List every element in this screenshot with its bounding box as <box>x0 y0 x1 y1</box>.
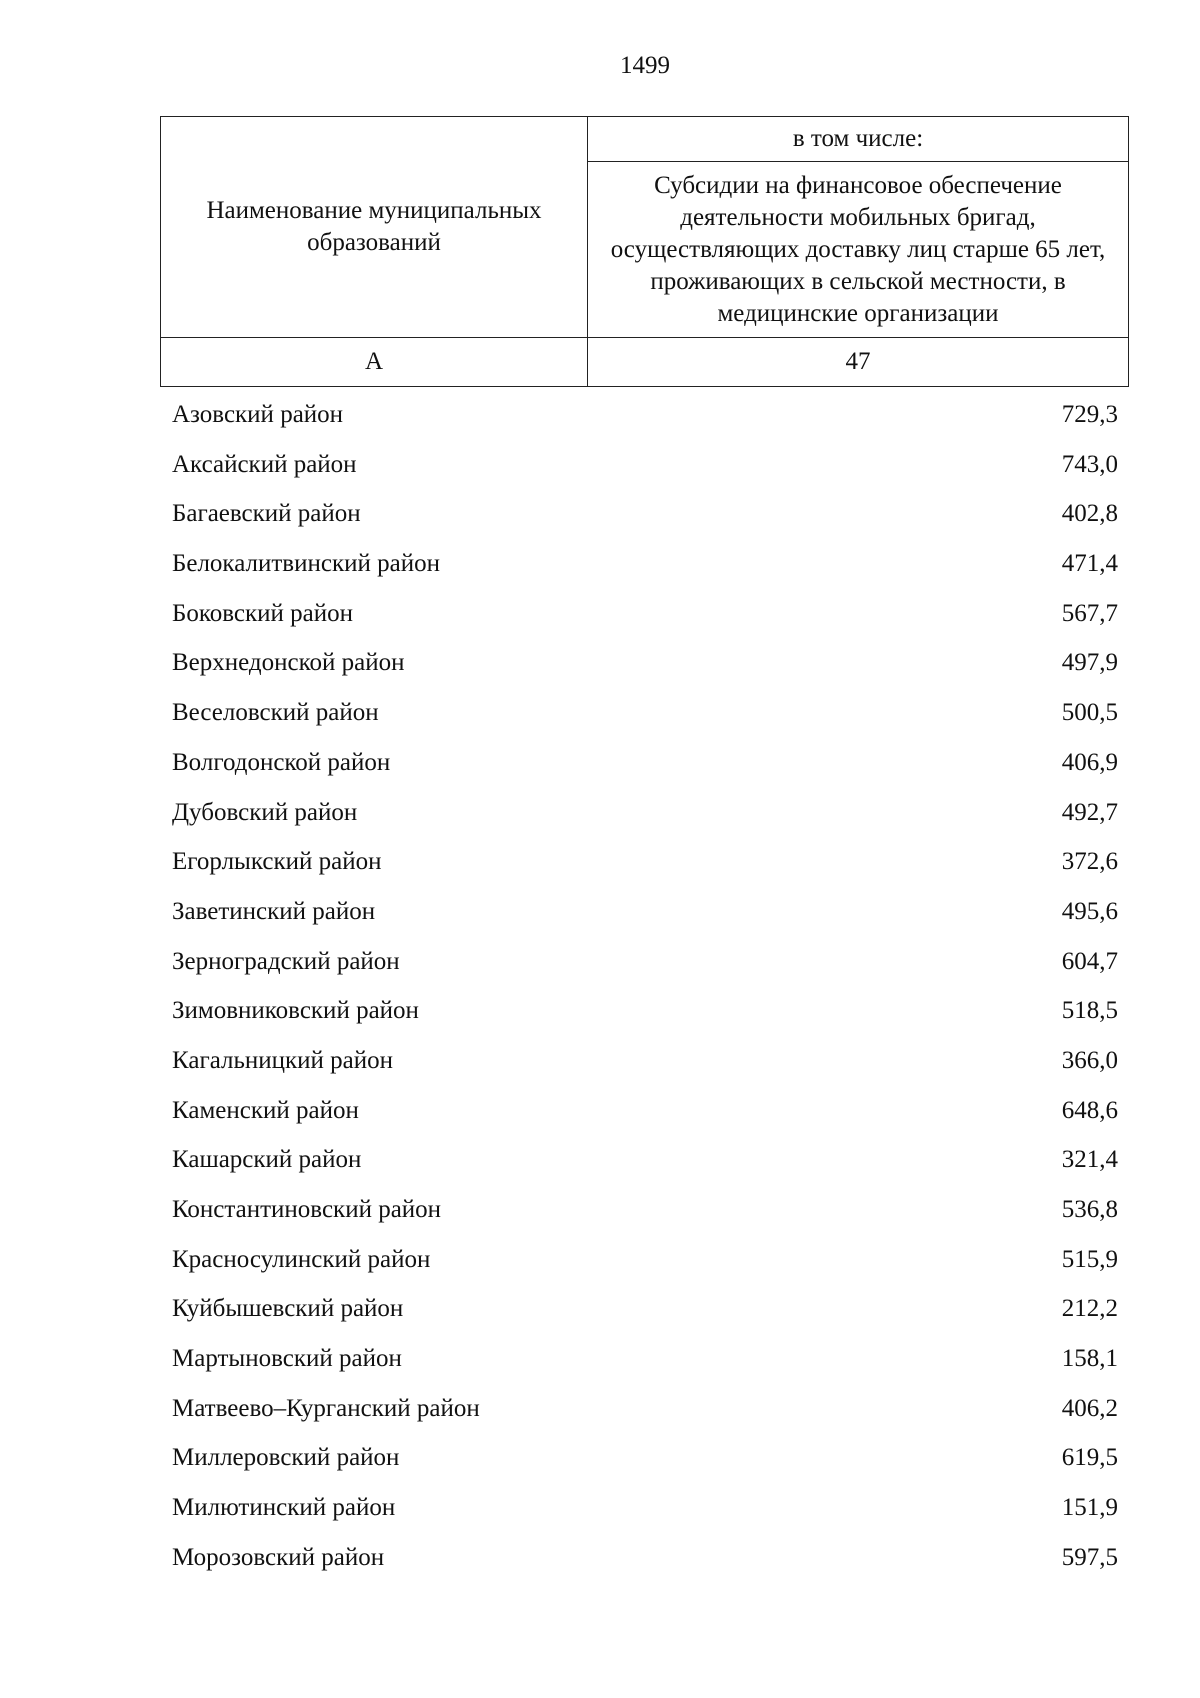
row-value: 372,6 <box>1061 848 1118 876</box>
row-name: Морозовский район <box>172 1543 385 1571</box>
row-value: 648,6 <box>1061 1096 1118 1124</box>
table-row <box>172 1135 1118 1185</box>
row-value: 497,9 <box>1061 649 1118 677</box>
row-name: Кагальницкий район <box>172 1046 394 1074</box>
table-row <box>172 1483 1118 1533</box>
header-code-name: А <box>161 338 588 387</box>
row-value: 515,9 <box>1061 1245 1118 1273</box>
header-name-column: Наименование муниципальных образований <box>161 117 588 338</box>
table-row <box>172 837 1118 887</box>
row-name: Кашарский район <box>172 1146 362 1174</box>
table-row <box>172 986 1118 1036</box>
row-value: 500,5 <box>1061 699 1118 727</box>
row-name: Матвеево–Курганский район <box>172 1394 480 1422</box>
row-value: 471,4 <box>1061 550 1118 578</box>
row-value: 492,7 <box>1061 798 1118 826</box>
table-row <box>172 1235 1118 1285</box>
row-value: 567,7 <box>1061 599 1118 627</box>
table-header <box>160 116 1129 387</box>
table-row <box>172 738 1118 788</box>
row-name: Заветинский район <box>172 897 376 925</box>
table-row <box>172 489 1118 539</box>
table-row <box>172 688 1118 738</box>
header-value-column: Субсидии на финансовое обеспечение деятельности мобильных бригад, осуществляющих доставку лиц старше 65 лет, проживающих в сельской местности, в медицинские организации <box>588 162 1129 338</box>
row-name: Зерноградский район <box>172 947 400 975</box>
row-value: 406,9 <box>1061 748 1118 776</box>
row-name: Куйбышевский район <box>172 1295 404 1323</box>
row-name: Аксайский район <box>172 450 357 478</box>
row-name: Дубовский район <box>172 798 358 826</box>
table-row <box>172 440 1118 490</box>
row-name: Верхнедонской район <box>172 649 405 677</box>
row-name: Веселовский район <box>172 699 379 727</box>
table-row <box>172 1384 1118 1434</box>
row-value: 402,8 <box>1061 500 1118 528</box>
row-name: Азовский район <box>172 401 344 428</box>
row-name: Мартыновский район <box>172 1345 402 1373</box>
row-value: 321,4 <box>1061 1146 1118 1174</box>
row-value: 536,8 <box>1061 1196 1118 1223</box>
row-value: 495,6 <box>1061 897 1118 925</box>
row-name: Милютинский район <box>172 1494 396 1522</box>
row-value: 212,2 <box>1061 1295 1118 1323</box>
table-body <box>172 390 1118 1583</box>
row-name: Боковский район <box>172 599 353 627</box>
table-row <box>172 638 1118 688</box>
table-row <box>172 390 1118 440</box>
row-value: 158,1 <box>1061 1345 1118 1373</box>
row-value: 366,0 <box>1061 1046 1118 1074</box>
row-value: 406,2 <box>1061 1394 1118 1422</box>
row-name: Каменский район <box>172 1096 359 1124</box>
row-name: Красносулинский район <box>172 1245 431 1273</box>
row-value: 743,0 <box>1061 450 1118 478</box>
row-name: Миллеровский район <box>172 1444 400 1472</box>
table-row <box>172 589 1118 639</box>
row-value: 518,5 <box>1061 997 1118 1025</box>
table-row <box>172 1334 1118 1384</box>
page-number: 1499 <box>620 52 670 79</box>
table-row <box>172 937 1118 987</box>
row-name: Белокалитвинский район <box>172 550 440 578</box>
row-name: Егорлыкский район <box>172 848 382 876</box>
table-row <box>172 1433 1118 1483</box>
row-name: Зимовниковский район <box>172 997 419 1025</box>
row-value: 151,9 <box>1061 1494 1118 1522</box>
row-value: 619,5 <box>1061 1444 1118 1472</box>
table-row <box>172 1284 1118 1334</box>
table-row <box>172 1036 1118 1086</box>
table-row <box>172 1086 1118 1136</box>
table-row <box>172 1185 1118 1235</box>
header-code-value: 47 <box>588 338 1129 387</box>
table-row <box>172 788 1118 838</box>
row-name: Багаевский район <box>172 500 361 528</box>
table-row <box>172 1533 1118 1583</box>
row-value: 597,5 <box>1061 1543 1118 1571</box>
table-row <box>172 887 1118 937</box>
header-subgroup: в том числе: <box>588 117 1129 162</box>
row-name: Волгодонской район <box>172 748 391 776</box>
row-value: 604,7 <box>1061 947 1118 975</box>
table-row <box>172 539 1118 589</box>
row-value: 729,3 <box>1061 401 1118 428</box>
row-name: Константиновский район <box>172 1196 442 1223</box>
